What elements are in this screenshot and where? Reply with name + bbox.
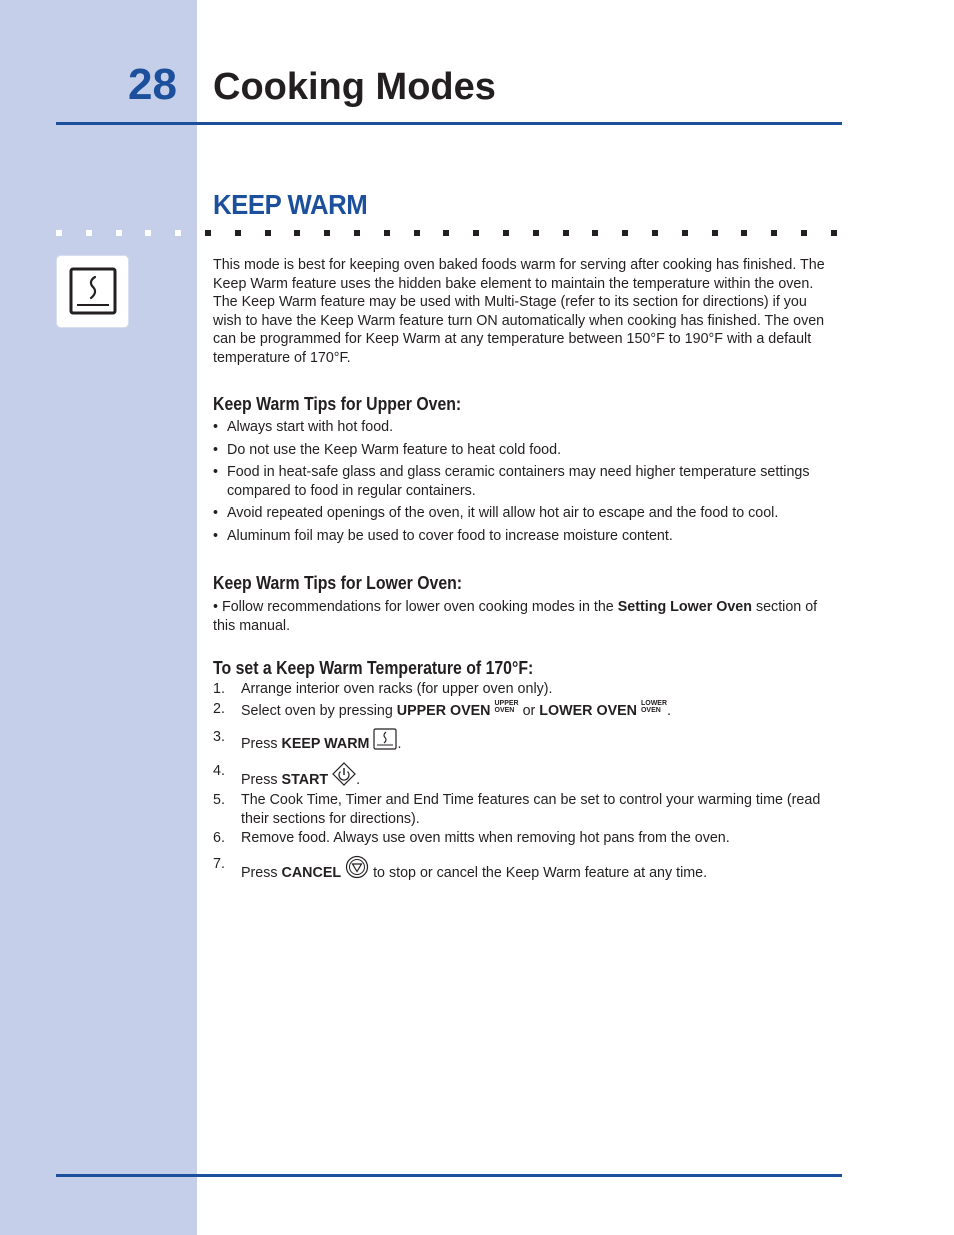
- list-item: [213, 527, 838, 546]
- step-text: Remove food. Always use oven mitts when removing hot pans from the oven.: [241, 829, 730, 846]
- divider-dot: [443, 230, 449, 236]
- chapter-title: Cooking Modes: [213, 66, 496, 108]
- lower-oven-key-icon: [641, 700, 667, 714]
- step-text: .: [667, 702, 672, 719]
- divider-dot: [712, 230, 718, 236]
- divider-dot: [145, 230, 151, 236]
- step-5: [213, 791, 838, 828]
- start-icon: [332, 762, 356, 792]
- step-6: [213, 829, 838, 848]
- footer-rule: [56, 1174, 842, 1177]
- key-top: LOWER: [640, 699, 668, 707]
- lower-tip-text-end: section of this manual.: [213, 599, 818, 634]
- step-number: 4.: [213, 762, 225, 779]
- step-text: The Cook Time, Timer and End Time features can be set to control your warming time (read their sections for directions).: [241, 792, 821, 827]
- lower-tips-heading: Keep Warm Tips for Lower Oven:: [213, 573, 463, 593]
- divider-dot: [563, 230, 569, 236]
- intro-paragraph: This mode is best for keeping oven baked foods warm for serving after cooking has finished. The Keep Warm feature uses the hidden bake element to maintain the temperature within the oven. The Keep Warm feature may be used with Multi-Stage (refer to its section for directions) if you wish to have the Keep Warm feature turn ON automatically when cooking has finished. The oven can be programmed for Keep Warm at any temperature between 150°F to 190°F with a default temperature of 170°F.: [213, 257, 825, 366]
- bullet: •: [213, 599, 219, 615]
- step-text: Press: [241, 771, 282, 788]
- sidebar-band: [0, 0, 197, 1235]
- dotted-divider: [56, 230, 846, 238]
- lower-oven-label: LOWER OVEN: [539, 702, 637, 719]
- divider-dot: [503, 230, 509, 236]
- step-number: 5.: [213, 792, 225, 809]
- step-text: Arrange interior oven racks (for upper oven only).: [241, 681, 553, 697]
- step-3: [213, 728, 838, 756]
- upper-oven-key-icon: [495, 700, 519, 714]
- step-number: 6.: [213, 829, 225, 846]
- section-title: KEEP WARM: [213, 189, 368, 220]
- bullet: •: [213, 505, 219, 522]
- tip-text: Always start with hot food.: [227, 419, 394, 435]
- keep-warm-icon: [57, 256, 128, 327]
- list-item: [213, 441, 838, 460]
- tip-text: Food in heat-safe glass and glass ceramic containers may need higher temperature settings compared to food in regular containers.: [227, 464, 810, 499]
- divider-dot: [682, 230, 688, 236]
- key-top: UPPER: [494, 699, 519, 707]
- start-label: START: [281, 771, 329, 788]
- steps-heading: To set a Keep Warm Temperature of 170°F:: [213, 658, 534, 678]
- steps-list: [213, 680, 838, 885]
- step-text: to stop or cancel the Keep Warm feature at any time.: [369, 865, 708, 882]
- list-item: [213, 418, 838, 437]
- step-text: Press: [241, 865, 282, 882]
- lower-tip-text: Follow recommendations for lower oven cooking modes in the: [218, 599, 618, 615]
- divider-dot: [56, 230, 62, 236]
- lower-tip-bold: Setting Lower Oven: [617, 599, 752, 615]
- key-bottom: OVEN: [494, 706, 515, 714]
- divider-dot: [116, 230, 122, 236]
- divider-dot: [205, 230, 211, 236]
- header-rule: [56, 122, 842, 125]
- divider-dot: [235, 230, 241, 236]
- upper-tips-list: [213, 418, 838, 546]
- step-7: [213, 855, 838, 885]
- divider-dot: [324, 230, 330, 236]
- divider-dot: [801, 230, 807, 236]
- list-item: [213, 504, 838, 523]
- step-number: 2.: [213, 700, 225, 717]
- step-text: or: [518, 702, 540, 719]
- bullet: •: [213, 527, 219, 544]
- divider-dot: [652, 230, 658, 236]
- divider-dot: [384, 230, 390, 236]
- divider-dot: [533, 230, 539, 236]
- step-4: [213, 762, 838, 792]
- divider-dot: [294, 230, 300, 236]
- step-number: 1.: [213, 681, 225, 697]
- list-item: [213, 463, 838, 500]
- divider-dot: [831, 230, 837, 236]
- divider-dot: [741, 230, 747, 236]
- step-number: 3.: [213, 729, 225, 746]
- cancel-label: CANCEL: [281, 865, 342, 882]
- tip-text: Do not use the Keep Warm feature to heat cold food.: [227, 441, 562, 458]
- upper-oven-label: UPPER OVEN: [396, 702, 491, 719]
- upper-tips-heading: Keep Warm Tips for Upper Oven:: [213, 394, 462, 414]
- step-number: 7.: [213, 856, 225, 873]
- bullet: •: [213, 419, 219, 435]
- divider-dot: [592, 230, 598, 236]
- page-number: 28: [128, 60, 177, 109]
- divider-dot: [622, 230, 628, 236]
- cancel-icon: [345, 855, 369, 885]
- divider-dot: [265, 230, 271, 236]
- divider-dot: [473, 230, 479, 236]
- tip-text: Aluminum foil may be used to cover food to increase moisture content.: [227, 527, 673, 544]
- key-bottom: OVEN: [640, 706, 661, 714]
- divider-dot: [175, 230, 181, 236]
- divider-dot: [86, 230, 92, 236]
- bullet: •: [213, 464, 219, 481]
- step-text: Press: [241, 736, 282, 753]
- step-2: [213, 700, 838, 721]
- step-text: .: [397, 736, 402, 753]
- step-1: [213, 680, 838, 699]
- lower-tips-text: [213, 598, 838, 635]
- tip-text: Avoid repeated openings of the oven, it will allow hot air to escape and the food to cool.: [227, 505, 779, 522]
- divider-dot: [414, 230, 420, 236]
- divider-dot: [354, 230, 360, 236]
- bullet: •: [213, 441, 219, 458]
- step-text: .: [356, 771, 361, 788]
- step-text: Select oven by pressing: [241, 702, 397, 719]
- keep-warm-icon: [373, 728, 397, 756]
- divider-dot: [771, 230, 777, 236]
- keep-warm-label: KEEP WARM: [281, 736, 370, 753]
